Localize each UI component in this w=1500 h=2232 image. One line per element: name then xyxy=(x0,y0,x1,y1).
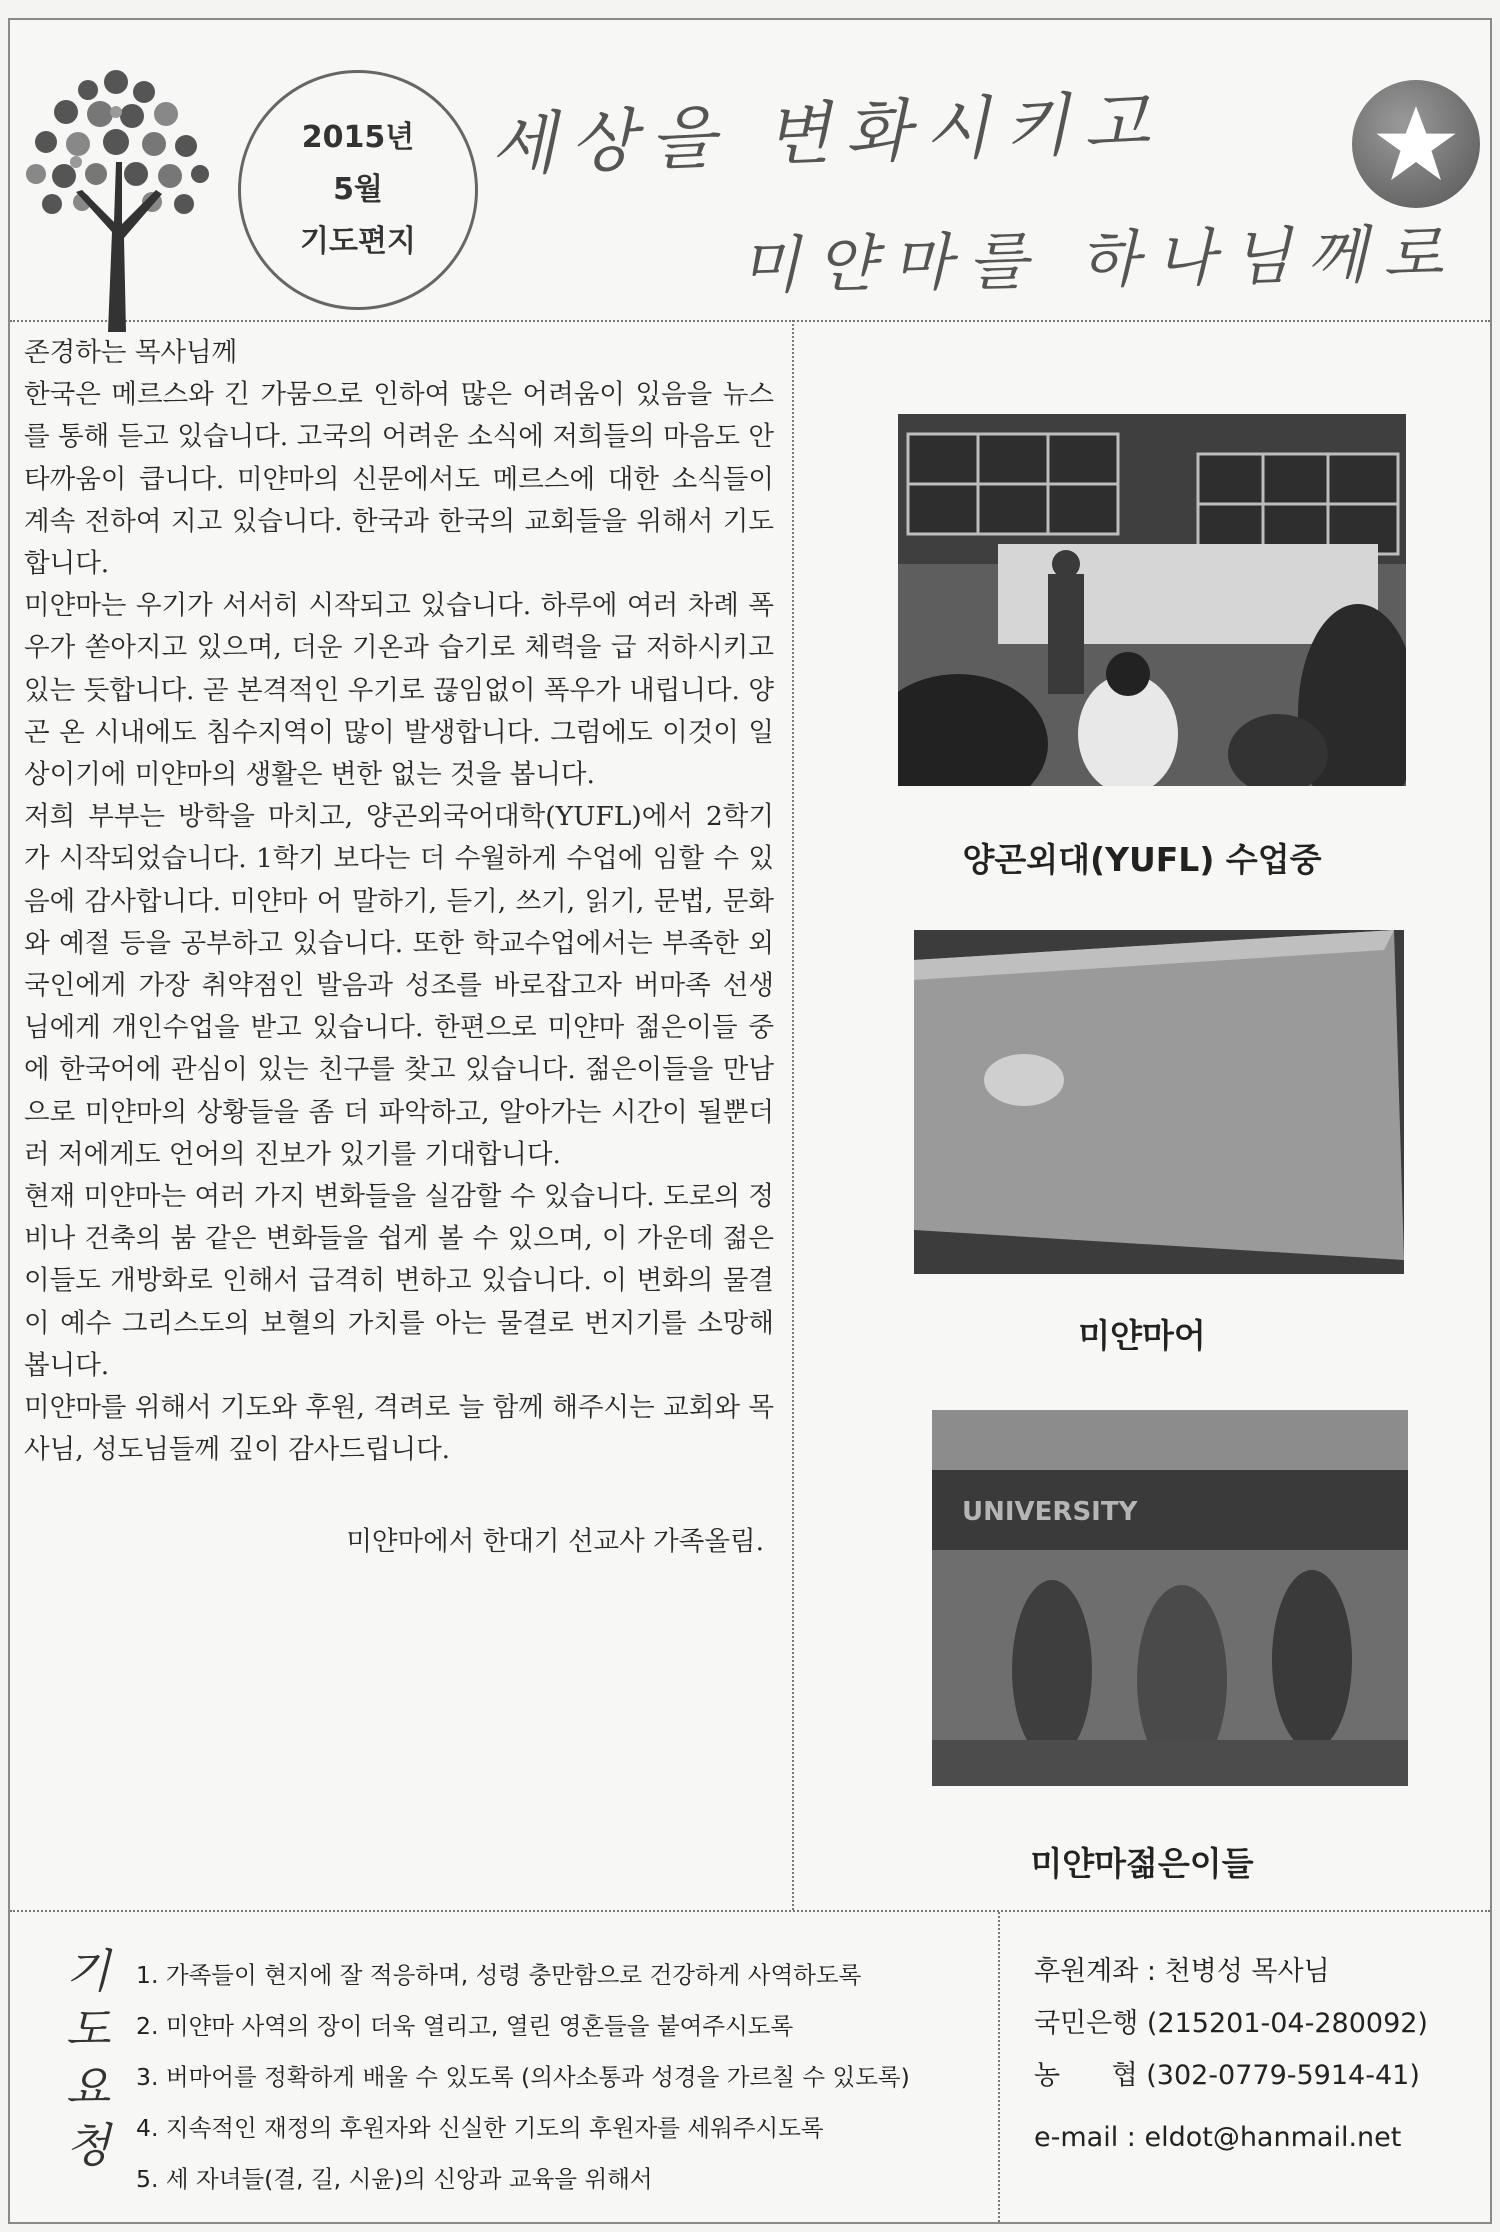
letter-page xyxy=(8,18,1492,2224)
letter-body xyxy=(10,320,794,1910)
photo-column xyxy=(794,320,1490,1910)
support-bank-1: 국민은행 (215201-04-280092) xyxy=(1034,2008,1428,2039)
photo-caption-3: 미얀마젊은이들 xyxy=(1030,1844,1254,1883)
paragraph-2: 미얀마는 우기가 서서히 시작되고 있습니다. 하루에 여러 차례 폭우가 쏟아지고 있으며, 더운 기온과 습기로 체력을 급 저하시키고 있는 듯합니다. 곧 본격적인 우기로 끊임없이 폭우가 내립니다. 양곤 온 시내에도 침수지역이 많이 발생합니다. 그럼에도 이것이 일상이기에 미얀마의 생활은 변한 없는 것을 봅니다. xyxy=(24,590,774,791)
university-sign-text: UNIVERSITY xyxy=(962,1497,1138,1527)
paragraph-3: 저희 부부는 방학을 마치고, 양곤외국어대학(YUFL)에서 2학기가 시작되었습니다. 1학기 보다는 더 수월하게 수업에 임할 수 있음에 감사합니다. 미얀마 어 말하기, 듣기, 쓰기, 읽기, 문법, 문화와 예절 등을 공부하고 있습니다. 또한 학교수업에서는 부족한 외국인에게 가장 취약점인 발음과 성조를 바로잡고자 버마족 선생님에게 개인수업을 받고 있습니다. 한편으로 미얀마 젊은이들 중에 한국어에 관심이 있는 친구를 찾고 있습니다. 젊은이들을 만남으로 미얀마의 상황들을 좀 더 파악하고, 알아가는 시간이 될뿐더러 저에게도 언어의 진보가 있기를 기대합니다. xyxy=(24,801,774,1170)
paragraph-4: 현재 미얀마는 여러 가지 변화들을 실감할 수 있습니다. 도로의 정비나 건축의 붐 같은 변화들을 쉽게 볼 수 있으며, 이 가운데 젊은이들도 개방화로 인해서 급격히 변하고 있습니다. 이 변화의 물결이 예수 그리스도의 보혈의 가치를 아는 물결로 번지기를 소망해봅니다. xyxy=(24,1181,774,1381)
prayer-request-tag xyxy=(48,1942,128,2174)
support-info xyxy=(998,1912,1490,2222)
prayer-item: 4. 지속적인 재정의 후원자와 신실한 기도의 후원자를 세워주시도록 xyxy=(136,2114,824,2142)
prayer-item: 5. 세 자녀들(결, 길, 시윤)의 신앙과 교육을 위해서 xyxy=(136,2165,653,2193)
header xyxy=(10,20,1490,322)
young-people-photo xyxy=(932,1410,1408,1786)
prayer-tag-line-1: 기도 xyxy=(65,1944,111,2056)
prayer-item: 3. 버마어를 정확하게 배울 수 있도록 (의사소통과 성경을 가르칠 수 있도록) xyxy=(136,2063,910,2091)
support-email: e-mail : eldot@hanmail.net xyxy=(1034,2122,1402,2153)
paragraph-1: 한국은 메르스와 긴 가뭄으로 인하여 많은 어려움이 있음을 뉴스를 통해 듣고 있습니다. 고국의 어려운 소식에 저희들의 마음도 안타까움이 큽니다. 미얀마의 신문에서도 메르스에 대한 소식들이 계속 전하여 지고 있습니다. 한국과 한국의 교회들을 위해서 기도합니다. xyxy=(24,379,774,580)
footer xyxy=(10,1910,1490,2224)
support-bank-2: 농 협 (302-0779-5914-41) xyxy=(1034,2060,1420,2091)
date-year: 2015년 xyxy=(301,120,415,155)
prayer-item: 1. 가족들이 현지에 잘 적응하며, 성령 충만함으로 건강하게 사역하도록 xyxy=(136,1961,862,1989)
prayer-item: 2. 미얀마 사역의 장이 더욱 열리고, 열린 영혼들을 붙여주시도록 xyxy=(136,2012,794,2040)
date-circle xyxy=(238,70,478,310)
date-month: 5월 xyxy=(333,172,383,207)
greeting: 존경하는 목사님께 xyxy=(24,337,238,368)
classroom-photo xyxy=(898,414,1406,786)
photo-caption-1: 양곤외대(YUFL) 수업중 xyxy=(962,840,1322,879)
slogan-line-1: 세상을 변화시키고 xyxy=(489,83,1165,186)
burmese-board-photo xyxy=(914,930,1404,1274)
support-account: 후원계좌 : 천병성 목사님 xyxy=(1034,1956,1330,1987)
photo-caption-2: 미얀마어 xyxy=(1078,1316,1206,1355)
signoff: 미얀마에서 한대기 선교사 가족올림. xyxy=(346,1526,764,1558)
slogan-line-2: 미얀마를 하나님께로 xyxy=(739,216,1460,303)
prayer-tag-line-2: 요청 xyxy=(65,2060,111,2172)
star-badge-icon xyxy=(1352,80,1480,208)
tree-logo-icon xyxy=(16,42,216,342)
date-title: 기도편지 xyxy=(300,224,416,259)
paragraph-5: 미얀마를 위해서 기도와 후원, 격려로 늘 함께 해주시는 교회와 목사님, 성도님들께 깊이 감사드립니다. xyxy=(24,1392,774,1466)
prayer-list xyxy=(136,1950,996,2205)
